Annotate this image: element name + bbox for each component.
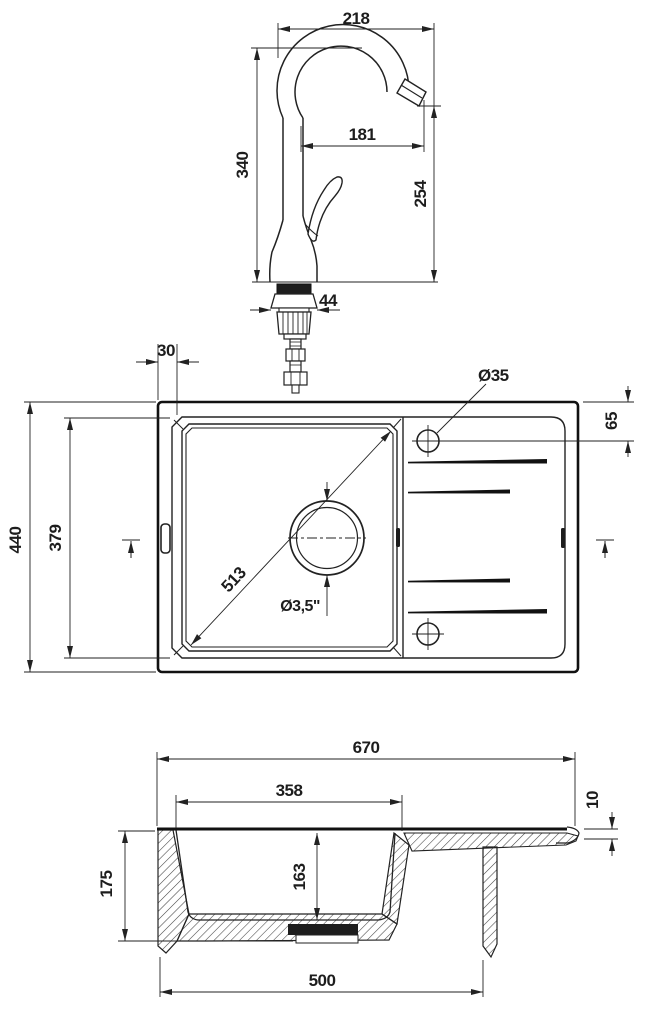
dim-label-section-height: 175	[97, 870, 116, 898]
left-rim-slot	[161, 524, 170, 553]
dim-label-bowl-diagonal: 513	[217, 563, 250, 596]
drain-outlet-flange	[296, 935, 358, 943]
dim-label-rim-thickness: 10	[583, 791, 602, 809]
section-bowl-floor	[177, 914, 397, 941]
dim-faucet-spout-reach	[301, 100, 424, 152]
dim-label-spout-reach: 181	[348, 125, 376, 144]
base-gasket	[277, 284, 311, 294]
clip-mark-left	[122, 540, 140, 558]
faucet-body	[270, 177, 342, 282]
dim-label-section-bowl-height: 163	[290, 863, 309, 891]
mounting-nut	[277, 312, 311, 334]
dim-section-overall-width	[157, 738, 575, 826]
dim-label-height: 340	[233, 151, 252, 179]
dim-overall-depth	[6, 402, 156, 672]
section-bowl-interior	[176, 830, 395, 920]
dim-bowl-depth	[46, 418, 170, 658]
right-rim-clip-tick	[561, 528, 565, 548]
faucet-base	[271, 294, 317, 308]
faucet-mounting-hardware	[252, 282, 438, 393]
divider-clip-tick	[396, 528, 400, 547]
dim-section-bowl-height	[290, 833, 317, 920]
dim-label-drain-diameter: Ø3,5"	[280, 598, 320, 615]
dim-section-base-width	[160, 957, 483, 997]
dim-label-section-width: 670	[352, 738, 380, 757]
dim-faucet-height	[233, 48, 362, 282]
spout-nozzle	[397, 79, 426, 106]
sink-section-view	[97, 738, 618, 997]
section-support-web	[483, 847, 497, 957]
coupling-nut	[284, 372, 307, 385]
dim-faucet-outlet-height	[411, 106, 441, 282]
faucet-handle	[308, 177, 342, 241]
section-bowl-right-wall	[382, 833, 409, 924]
faucet-spout	[277, 25, 426, 220]
dim-section-bowl-width	[176, 781, 402, 831]
dim-label-hole-diameter: Ø35	[478, 366, 509, 385]
dim-label-hole-offset: 65	[602, 412, 621, 430]
clip-mark-right	[596, 540, 614, 558]
threaded-stud	[290, 339, 301, 349]
dim-label-bowl-depth: 379	[46, 524, 65, 552]
dim-rim-thickness	[583, 791, 618, 856]
sink-outer-rect	[158, 402, 578, 672]
hex-nut	[286, 349, 305, 361]
drain-outlet	[288, 924, 358, 935]
dim-label-overall-depth: 440	[6, 526, 25, 554]
dim-label-spout-width: 218	[342, 9, 370, 28]
dim-label-outlet-height: 254	[411, 180, 430, 208]
dim-label-section-bowl-width: 358	[275, 781, 303, 800]
dim-label-section-base-width: 500	[308, 971, 336, 990]
faucet-view	[233, 9, 441, 393]
dim-label-rim-offset: 30	[157, 341, 175, 360]
dim-label-base-width: 44	[319, 291, 337, 310]
sink-top-view	[6, 341, 634, 672]
